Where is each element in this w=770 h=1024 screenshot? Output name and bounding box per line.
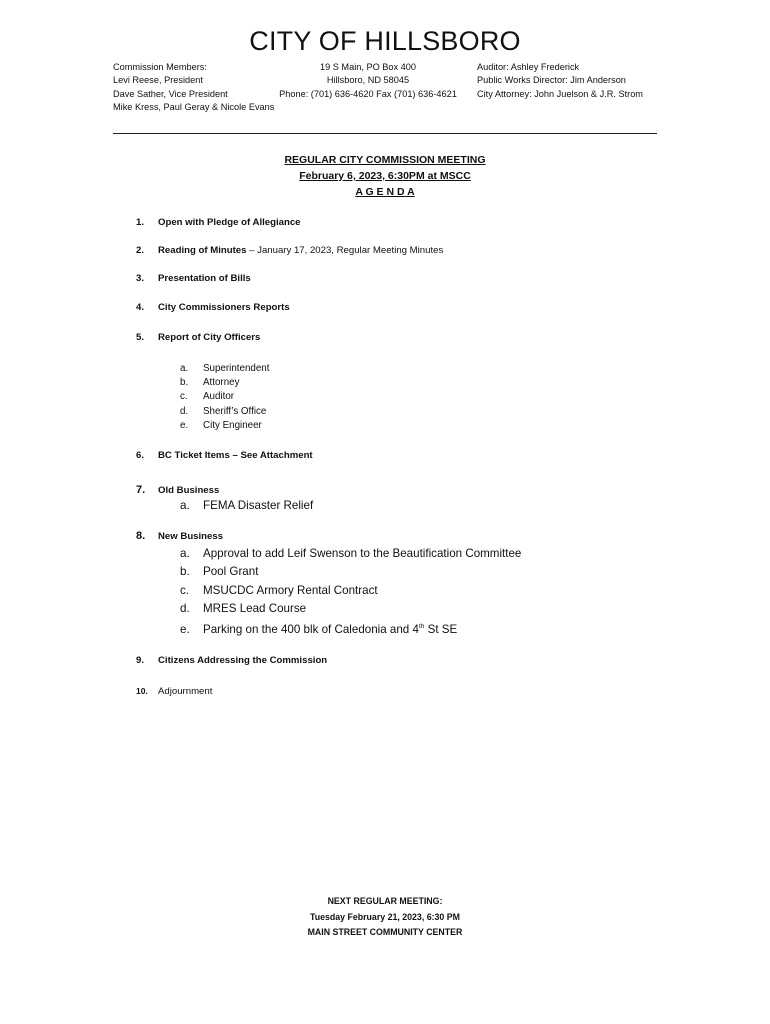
header-line: Mike Kress, Paul Geray & Nicole Evans (113, 101, 275, 112)
sub-item (180, 545, 521, 563)
sub-list (180, 497, 313, 515)
sub-item (180, 600, 521, 618)
agenda-item (136, 245, 443, 256)
meeting-heading (0, 152, 770, 200)
header-line: Public Works Director: Jim Anderson (477, 75, 626, 86)
item-label: Presentation of Bills (158, 273, 251, 284)
page-title: CITY OF HILLSBORO (249, 26, 521, 56)
agenda-item (136, 217, 301, 228)
item-label: Citizens Addressing the Commission (158, 655, 328, 666)
item-number: 7. (136, 484, 146, 496)
header-line: City Attorney: John Juelson & J.R. Strom (477, 88, 643, 99)
sub-item (180, 497, 313, 515)
sub-text: Superintendent (203, 363, 270, 374)
item-label: Report of City Officers (158, 332, 261, 343)
sub-letter: a. (180, 363, 189, 374)
agenda-item (136, 530, 223, 542)
next-meeting-date: Tuesday February 21, 2023, 6:30 PM (310, 911, 460, 922)
sub-text: Approval to add Leif Swenson to the Beautification Committee (203, 547, 522, 560)
sub-item (180, 405, 269, 419)
city-officials (477, 61, 643, 101)
header-line: Levi Reese, President (113, 75, 203, 86)
item-number: 9. (136, 655, 145, 666)
header-line: Commission Members: (113, 62, 207, 72)
sub-list (180, 545, 521, 639)
sub-text-end: St SE (424, 623, 458, 637)
sub-text: City Engineer (203, 419, 262, 431)
next-meeting-heading: NEXT REGULAR MEETING: (327, 896, 443, 906)
item-label: Old Business (158, 485, 220, 496)
sub-text: Attorney (203, 377, 240, 389)
item-number: 2. (136, 245, 145, 256)
item-number: 5. (136, 332, 145, 343)
sub-text: Pool Grant (203, 565, 259, 579)
sub-letter: a. (180, 547, 190, 560)
header-line: 19 S Main, PO Box 400 (319, 62, 416, 72)
item-number: 4. (136, 302, 145, 313)
sub-letter: a. (180, 499, 190, 512)
meeting-date: February 6, 2023, 6:30PM at MSCC (299, 170, 471, 182)
item-label: City Commissioners Reports (158, 302, 290, 313)
sub-letter: e. (180, 419, 189, 431)
item-label: Open with Pledge of Allegiance (158, 217, 301, 228)
item-number: 3. (136, 273, 145, 284)
sub-list (180, 362, 269, 433)
header-line: Auditor: Ashley Frederick (477, 62, 580, 72)
divider (113, 133, 657, 134)
sub-text: MSUCDC Armory Rental Contract (203, 583, 378, 597)
item-detail: – January 17, 2023, Regular Meeting Minutes (246, 245, 444, 256)
sub-letter: b. (180, 565, 190, 579)
sub-item (180, 376, 269, 390)
sub-item (180, 563, 521, 581)
sub-item (180, 618, 521, 639)
item-number: 10. (136, 686, 148, 696)
sub-text: Auditor (203, 391, 235, 403)
sub-item (180, 582, 521, 600)
ordinal-suffix: th (418, 623, 425, 631)
item-label: Reading of Minutes (158, 245, 247, 256)
item-number: 1. (136, 217, 145, 228)
agenda-item (136, 273, 251, 284)
sub-text: Parking on the 400 blk of Caledonia and 4 (203, 623, 419, 637)
sub-text: FEMA Disaster Relief (203, 499, 314, 512)
sub-item (180, 390, 269, 404)
next-meeting-place: MAIN STREET COMMUNITY CENTER (307, 927, 463, 937)
sub-letter: e. (180, 623, 190, 637)
sub-letter: c. (180, 583, 190, 597)
item-label: New Business (158, 531, 224, 542)
agenda-item (136, 302, 290, 313)
sub-text: Sheriff’s Office (203, 405, 267, 417)
sub-letter: d. (180, 405, 189, 417)
meeting-title: REGULAR CITY COMMISSION MEETING (284, 154, 486, 166)
next-meeting (0, 894, 770, 941)
commission-members (113, 61, 274, 114)
sub-item (180, 419, 269, 433)
item-number: 8. (136, 530, 146, 542)
header-line: Hillsboro, ND 58045 (326, 75, 410, 86)
sub-text: MRES Lead Course (203, 601, 307, 615)
sub-letter: d. (180, 601, 190, 615)
sub-letter: c. (180, 391, 188, 403)
item-label: Adjournment (158, 686, 213, 697)
sub-item (180, 362, 269, 376)
agenda-heading: A G E N D A (355, 186, 415, 198)
agenda-item (136, 655, 327, 666)
city-address (270, 61, 466, 101)
item-label: BC Ticket Items – See Attachment (158, 450, 313, 461)
item-number: 6. (136, 450, 145, 461)
header-line: Phone: (701) 636-4620 Fax (701) 636-4621 (279, 88, 457, 99)
agenda-item (136, 332, 260, 343)
agenda-item (136, 450, 313, 461)
header-line: Dave Sather, Vice President (113, 88, 228, 99)
agenda-item (136, 686, 212, 697)
agenda-item (136, 484, 219, 496)
sub-letter: b. (180, 377, 189, 389)
